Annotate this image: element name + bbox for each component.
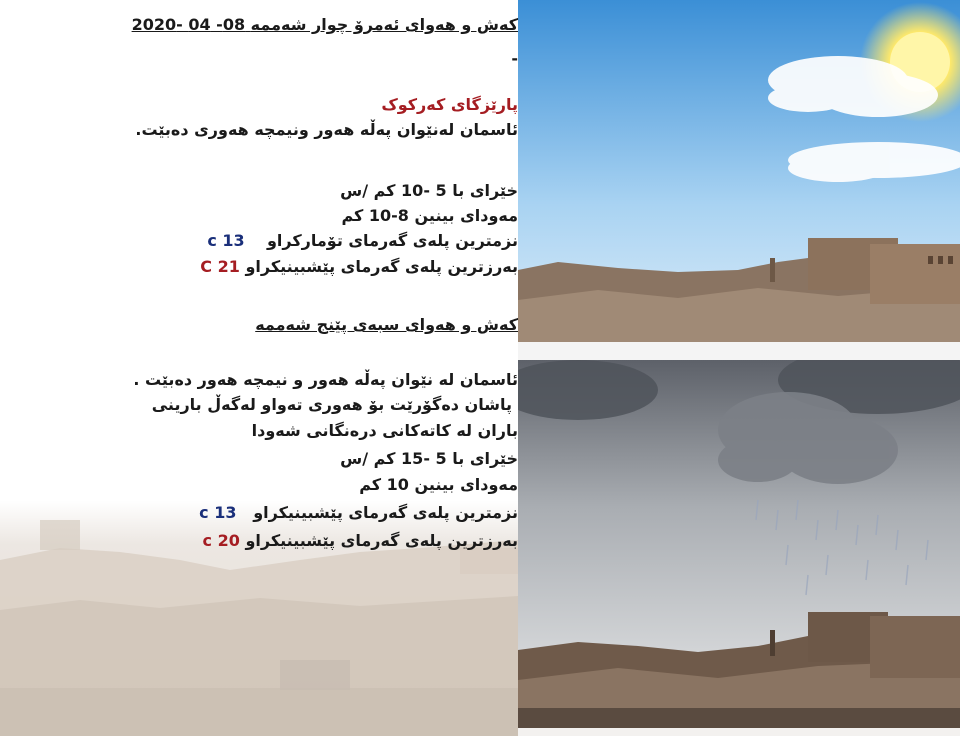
- page-title: كەش و هەوای ئەمرۆ چوار شەممە 08- 04 -2020: [131, 15, 518, 34]
- tomorrow-max-temp: بەرزترین پلەی گەرمای پێشبینیکراو 20 c: [202, 531, 518, 550]
- today-max-temp: بەرزترین پلەی گەرمای پێشبینیکراو 21 C: [200, 257, 518, 276]
- panel-separator: [518, 342, 960, 360]
- today-wind-text: خێرای با 5 -10 کم /س: [340, 181, 518, 200]
- tomorrow-max-value: 20 c: [202, 531, 240, 550]
- today-sky-text: ئاسمان لەنێوان پەڵە هەور ونیمچە هەوری دەبێت.: [135, 120, 518, 139]
- today-visibility-text: مەودای بینین 8-10 کم: [341, 206, 518, 225]
- tomorrow-min-value: 13 c: [199, 503, 237, 522]
- tomorrow-min-temp: نزمترین پلەی گەرمای پێشبینیکراو 13 c: [199, 503, 518, 522]
- tomorrow-title: كەش و هەوای سبەی پێنج شەممە: [255, 315, 518, 334]
- separator-dash: -: [511, 49, 518, 68]
- today-max-value: 21 C: [200, 257, 240, 276]
- tomorrow-rain-text: باران لە کاتەکانی درەنگانی شەودا: [251, 421, 518, 440]
- sunny-weather-image: [518, 0, 960, 342]
- tomorrow-sky-text: ئاسمان لە نێوان پەڵە هەور و نیمچە هەور دەبێت .: [133, 370, 518, 389]
- region-name: پارێزگای کەرکوک: [381, 95, 518, 114]
- date-text: 08- 04 -2020: [131, 15, 246, 34]
- rainy-weather-image: [518, 360, 960, 728]
- tomorrow-wind-text: خێرای با 5 -15 کم /س: [340, 449, 518, 468]
- today-min-temp: نزمترین پلەی گەرمای تۆمارکراو 13 c: [207, 231, 518, 250]
- tomorrow-then-text: پاشان دەگۆرێت بۆ هەوری تەواو لەگەڵ بارینی: [151, 395, 512, 414]
- today-min-value: 13 c: [207, 231, 245, 250]
- tomorrow-visibility-text: مەودای بینین 10 کم: [359, 475, 518, 494]
